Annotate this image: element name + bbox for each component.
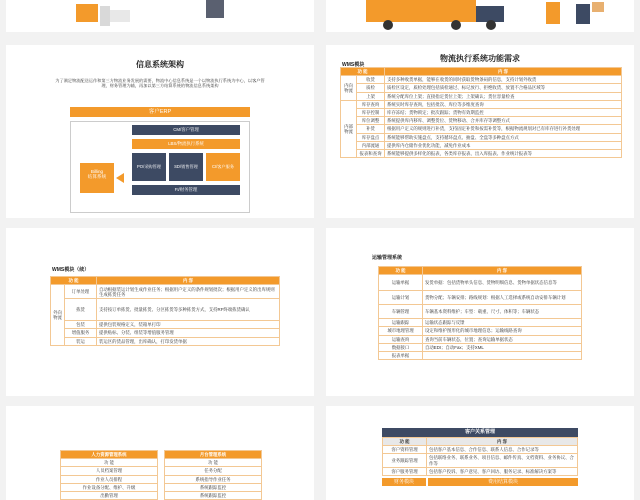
table-cell: 拣货 <box>65 299 97 321</box>
cm-box: CM/客户管理 <box>132 125 240 135</box>
table-cell: 库位调整 <box>357 117 385 125</box>
slide-wms-requirements <box>326 45 634 218</box>
table-cell: 提供包装规格定义，装箱单打印 <box>97 321 280 329</box>
transport-table <box>378 266 582 360</box>
billing-box: Billing 结算系统 <box>80 163 114 193</box>
table-cell: 收货 <box>357 76 385 84</box>
table-cell: 报表和查询 <box>357 150 385 158</box>
table-cell: 运输计划 <box>379 291 423 305</box>
table-cell: 装运区的货品管理，出库确认，打印发货单据 <box>97 337 280 345</box>
slide-top-left <box>6 0 314 32</box>
page-title: 信息系统架构 <box>136 60 184 69</box>
table-cell: 出勤管理 <box>61 492 158 500</box>
hr-header: 人力资源管理系统 <box>61 451 158 459</box>
table-cell: 运输查询 <box>379 335 423 343</box>
wheel-icon <box>451 20 461 30</box>
finance-module-bar: 财务模块 <box>382 478 426 486</box>
table-cell: 系统能够提供多样化的报表，各类库存报表、出入库报表、作业统计报表等 <box>385 150 622 158</box>
box-shape <box>592 2 604 12</box>
table-cell: 提供贴标、分装、组装等增值服务管理 <box>97 329 280 337</box>
table-cell: 系统跟踪监控 <box>165 483 262 491</box>
wheel-icon <box>383 20 393 30</box>
table-cell: 作业人员排程 <box>61 475 158 483</box>
table-cell: 质检区设定，质检处理包括质检通过、标记放行、拒绝收货、放置不合格品区域等 <box>385 84 622 92</box>
crm-table <box>382 437 578 476</box>
warehouse-illustration <box>6 0 314 32</box>
table-cell: 装运 <box>65 337 97 345</box>
worker-shape <box>100 6 110 26</box>
wms-table <box>340 67 622 158</box>
worker-shape <box>546 2 560 24</box>
slide-architecture <box>6 45 314 218</box>
truck-illustration <box>326 0 634 32</box>
header-function: 功 能 <box>51 277 97 285</box>
page-title: 物流执行系统功能需求 <box>440 54 520 63</box>
table-cell: 运输状态跟踪与反馈 <box>423 319 582 327</box>
group-internal: 内部物流 <box>341 100 357 157</box>
truck-body <box>366 0 476 22</box>
table-cell: 订单处理 <box>65 285 97 299</box>
table-cell: 发货单据：包括货物单头信息、货物明细信息、货物单据状态信息等 <box>423 275 582 291</box>
table-cell: 支持按订单拣货、批量拣货、分区拣货等多种拣货方式，支持RF终端拣货确认 <box>97 299 280 321</box>
table-cell: 包括客户投诉、客户意见、客户回访、服务记录、标准解决方案等 <box>427 467 578 475</box>
table-cell: 内部流通 <box>357 141 385 149</box>
table-cell: 报表单据 <box>379 352 423 360</box>
table-cell: 补货 <box>357 125 385 133</box>
table-cell: 运输单据 <box>379 275 423 291</box>
lbs-box: LBS/物流执行系统 <box>132 139 240 149</box>
table-cell: 增值服务 <box>65 329 97 337</box>
table-cell: 库存盘点 <box>357 133 385 141</box>
table-cell: 车辆管理 <box>379 305 423 319</box>
table-cell: 根据用户定义的规则进行补货，支持固定补货和按需补货等，根据物流规划对已有库存进行补货处理 <box>385 125 622 133</box>
table-cell: 提供库内仓储作业优化功能，减免作业成本 <box>385 141 622 149</box>
table-cell: 运输跟踪 <box>379 319 423 327</box>
table-cell: 系统能够帮助实施盘点，支持循环盘点、抽盘、全盘等多种盘点方式 <box>385 133 622 141</box>
table-cell: 客户服务管理 <box>383 467 427 475</box>
truck-cab <box>476 6 504 22</box>
header-content: 内 容 <box>385 68 622 76</box>
worker-shape <box>576 4 590 24</box>
slide-wms-continued <box>6 228 314 396</box>
sd-box: SD/销售管理 <box>169 153 203 181</box>
wms-continued-table <box>50 276 280 346</box>
header-content: 内 容 <box>423 267 582 275</box>
table-cell: 城市地理管理 <box>379 327 423 335</box>
module-label: WMS模块（续） <box>52 267 90 273</box>
slide-hr-dock <box>6 406 314 500</box>
group-inbound: 内向物流 <box>341 76 357 101</box>
crm-header: 客户关系管理 <box>382 428 578 437</box>
table-cell: 功 能 <box>61 459 158 467</box>
table-cell: 业务跟踪管理 <box>383 454 427 467</box>
table-cell: 自动EDI；自动Fax；支持XML <box>423 343 582 351</box>
erp-bar: 客户ERP <box>70 107 250 117</box>
arrow-icon <box>116 173 124 183</box>
header-function: 功 能 <box>379 267 423 275</box>
module-label: WMS模块 <box>342 62 365 68</box>
table-cell: 数据接口 <box>379 343 423 351</box>
table-cell: 包括客户基本信息、合作信息、联系人信息、合作记录等 <box>427 446 578 454</box>
table-cell: 查询当前车辆状态，位置；查询运输单据状态 <box>423 335 582 343</box>
table-cell: 包括联络业务、联系业务、项目信息、邮件传真、文档资料、业务协议、合作等 <box>427 454 578 467</box>
po-box: PO/采购管理 <box>132 153 166 181</box>
table-cell: 包装 <box>65 321 97 329</box>
table-cell: 人员档案管理 <box>61 467 158 475</box>
table-cell: 客户资料管理 <box>383 446 427 454</box>
table-cell: 功 能 <box>165 459 262 467</box>
header-function: 功 能 <box>383 438 427 446</box>
door-shape <box>206 0 224 18</box>
group-outbound: 外向物流 <box>51 285 65 346</box>
table-cell: 车辆基本资料维护；车型：载重、尺寸、体积等；车辆状态 <box>423 305 582 319</box>
ci-box: CI/客户服务 <box>206 153 240 181</box>
table-cell: 支持多种收货单据，能够在收货的同时获取货物条码的信息，支持计划外收货 <box>385 76 622 84</box>
hr-table <box>60 450 158 500</box>
header-content: 内 容 <box>97 277 280 285</box>
table-cell: 上架 <box>357 92 385 100</box>
table-cell: 系统跟踪监控 <box>165 492 262 500</box>
table-cell: 系统指导作业任务 <box>165 475 262 483</box>
fi-box: FI/财务管理 <box>132 185 240 195</box>
description: 为了满足物流配送运作和第三方物流业务发展的需要，物流中心信息系统是一个以物流执行系统为中心，以客户管理，财务管理为辅，再加以第三方结算系统的物流信息系统架构 <box>55 78 265 89</box>
table-cell: 库存查询 <box>357 100 385 108</box>
table-cell: 自动根据装运计划生成作业任务；根据用户定义的条件规划批次；根据用户定义的出库规则生成拣货任务 <box>97 285 280 299</box>
module-label: 运输管理系统 <box>372 255 403 261</box>
table-cell <box>423 352 582 360</box>
table-cell: 货物分配；车辆安排；路线规划：根据人工选择或系统自动安排车辆计划 <box>423 291 582 305</box>
table-cell: 库存冻结；货物锁定；批次跟踪；货物有效期监控 <box>385 109 622 117</box>
table-cell: 系统提供库内移库、调整货位、货物移动、合并库存等调整方式 <box>385 117 622 125</box>
billing-module-bar: 费用结算模块 <box>428 478 578 486</box>
dock-table <box>164 450 262 500</box>
table-cell: 系统分配库位上架；直接指定货位上架；上架确认；货位容量检查 <box>385 92 622 100</box>
slide-transport <box>326 228 634 396</box>
table-cell: 质检 <box>357 84 385 92</box>
slide-crm <box>326 406 634 500</box>
dock-header: 月台管理系统 <box>165 451 262 459</box>
header-content: 内 容 <box>427 438 578 446</box>
header-function: 功 能 <box>341 68 385 76</box>
table-cell: 系统实时库存查询，包括批次、库位等多维度查询 <box>385 100 622 108</box>
box-shape <box>76 4 98 22</box>
wheel-icon <box>486 20 496 30</box>
table-cell: 作业设备分配、维护、升级 <box>61 483 158 491</box>
slide-top-right <box>326 0 634 32</box>
table-cell: 任务分配 <box>165 467 262 475</box>
table-cell: 设定和维护图形化的城市地理信息；运输线路查询 <box>423 327 582 335</box>
worker-shape <box>110 10 130 22</box>
table-cell: 库存控制 <box>357 109 385 117</box>
